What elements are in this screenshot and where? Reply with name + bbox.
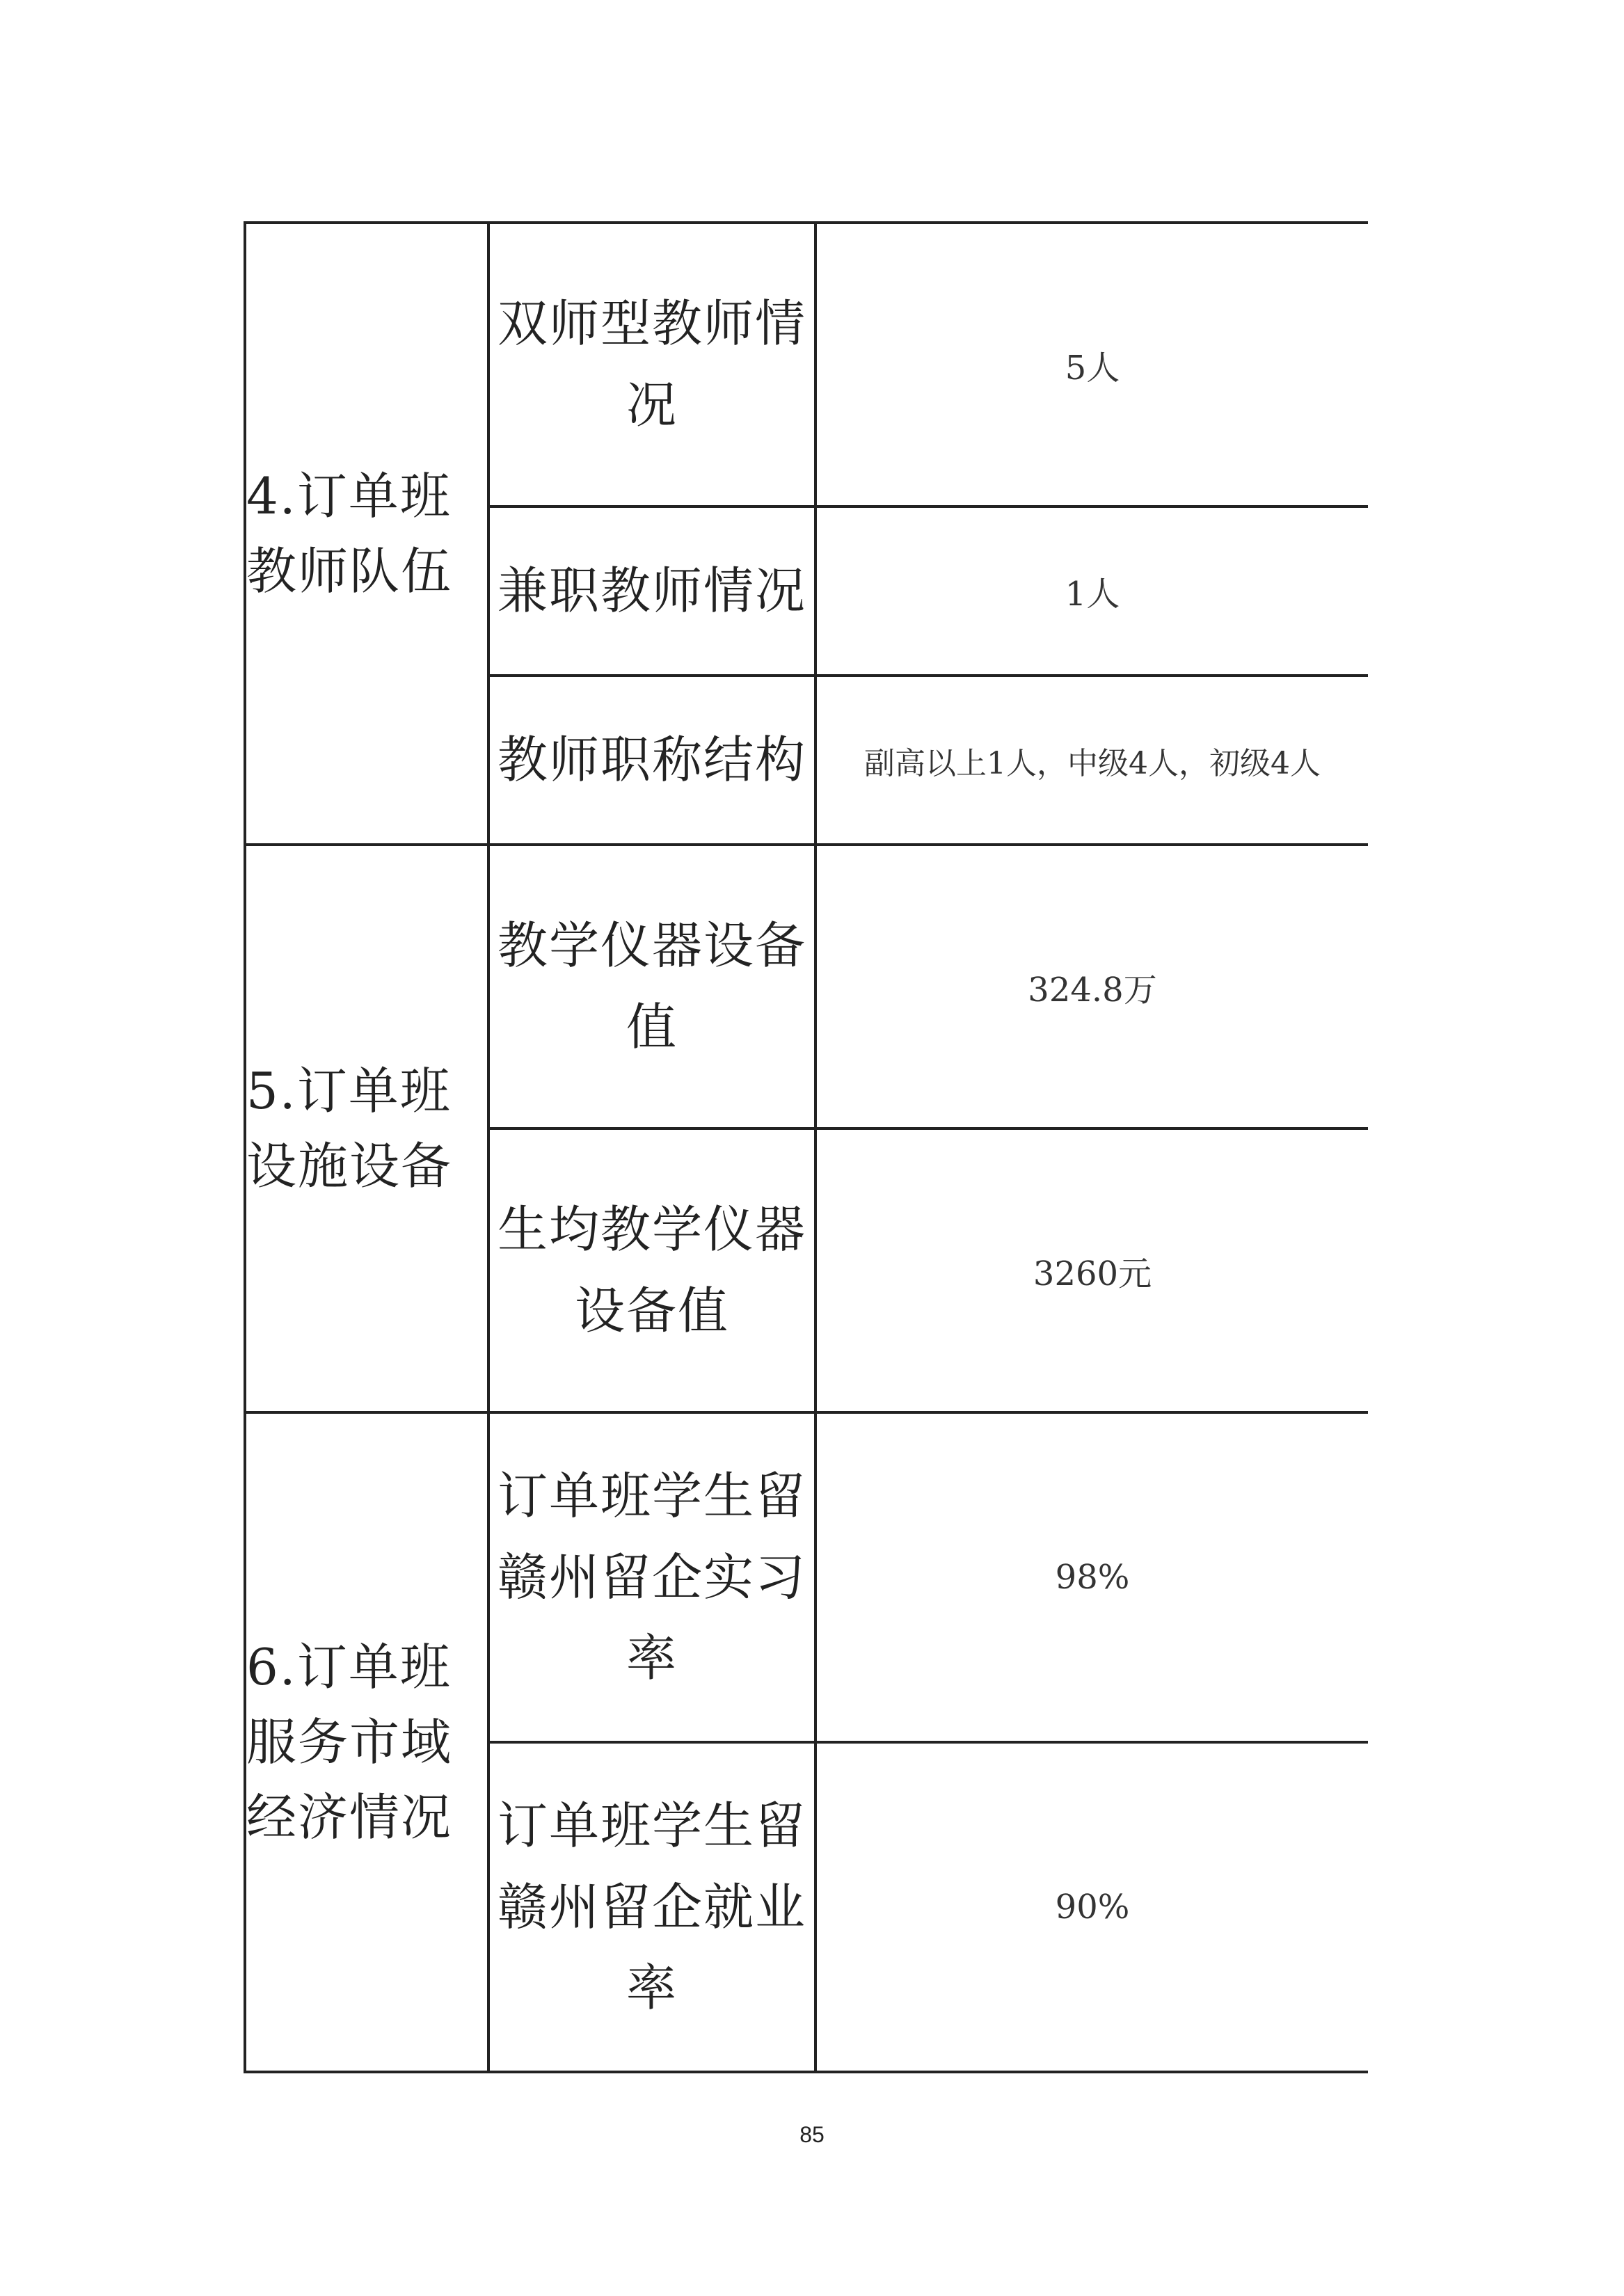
item-label: 教学仪器设备值 (497, 916, 806, 1056)
item-cell (488, 845, 815, 1129)
order-class-table (244, 221, 1368, 2073)
category-label: 6.订单班服务市域经济情况 (246, 1638, 453, 1847)
value-cell (815, 223, 1368, 507)
table-row (245, 1412, 1368, 1742)
item-label: 双师型教师情况 (497, 294, 806, 434)
item-label: 生均教学仪器设备值 (497, 1200, 806, 1340)
item-cell (488, 1412, 815, 1742)
value-cell (815, 1742, 1368, 2072)
item-cell (488, 1742, 815, 2072)
table-row (245, 223, 1368, 507)
value-text: 1人 (1065, 575, 1120, 614)
value-text: 副高以上1人，中级4人，初级4人 (864, 745, 1321, 781)
item-cell (488, 507, 815, 676)
category-label: 4.订单班教师队伍 (246, 467, 453, 600)
item-label: 教师职称结构 (497, 731, 806, 790)
value-text: 3260元 (1033, 1254, 1152, 1293)
category-cell (245, 845, 488, 1412)
value-cell (815, 1129, 1368, 1412)
item-label: 订单班学生留赣州留企实习率 (497, 1467, 806, 1688)
category-cell (245, 223, 488, 845)
value-text: 5人 (1065, 348, 1120, 388)
value-text: 90% (1055, 1888, 1130, 1927)
item-label: 订单班学生留赣州留企就业率 (497, 1796, 806, 2018)
value-cell (815, 845, 1368, 1129)
category-cell (245, 1412, 488, 2072)
table-row (245, 845, 1368, 1129)
value-text: 98% (1055, 1558, 1130, 1597)
value-cell (815, 676, 1368, 845)
category-label: 5.订单班设施设备 (246, 1062, 453, 1195)
value-cell (815, 507, 1368, 676)
item-cell (488, 223, 815, 507)
value-text: 324.8万 (1028, 970, 1157, 1010)
item-cell (488, 676, 815, 845)
value-cell (815, 1412, 1368, 1742)
item-cell (488, 1129, 815, 1412)
item-label: 兼职教师情况 (497, 561, 806, 621)
page-number: 85 (799, 2122, 825, 2147)
